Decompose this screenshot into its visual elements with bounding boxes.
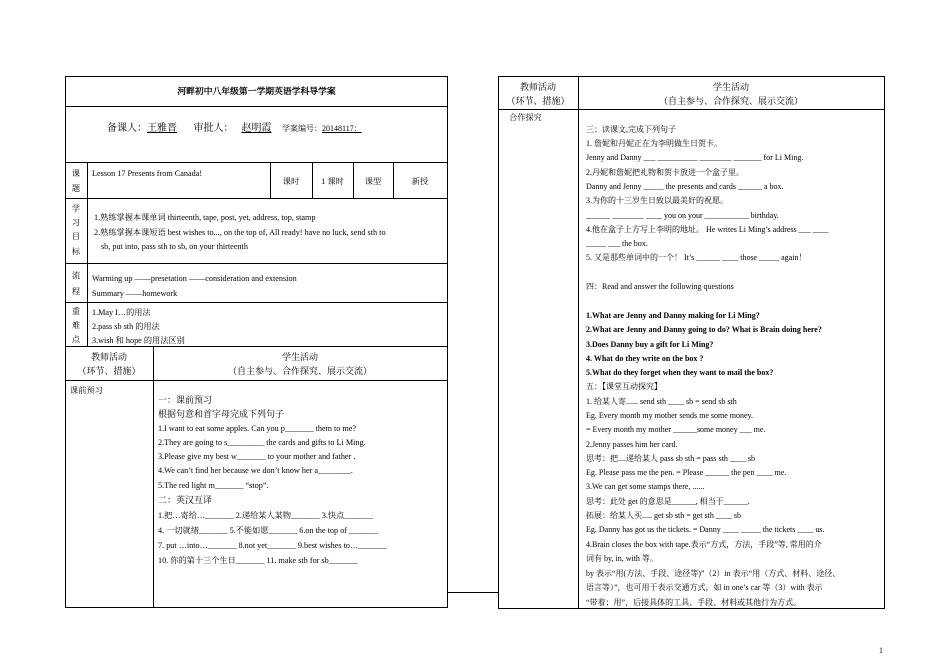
page-title: 河畔初中八年级第一学期英语学科导学案 (177, 86, 336, 96)
exercise-line: 三：读课文,完成下列句子 (586, 125, 676, 134)
key-label-3: 点 (71, 335, 81, 344)
type-label: 课型 (364, 177, 382, 186)
r-student-head-1: 学生活动 (712, 82, 749, 92)
goal-line-2: 2.熟练掌握本课短语 best wishes to..., on the top of, All ready! have no luck, send sth to (94, 228, 386, 237)
key-line-1: 1.May I…的用法 (92, 308, 151, 317)
question-line: 5.What do they forget when they want to mail the box? (586, 368, 774, 377)
content-line: 4. 一切就绪_______ 5.不能如愿_______ 6.on the top of _______ (158, 526, 378, 535)
question-line: 2.What are Jenny and Danny going to do? What is Brain doing here? (586, 325, 822, 334)
exercise-line: 2.Jenny passes him her card. (586, 440, 678, 449)
topic-label-1: 课 (71, 169, 81, 178)
exercise-line: 3.We can get some stamps there, ...... (586, 482, 705, 491)
key-line-3: 3.wish 和 hope 的用法区别 (92, 336, 185, 345)
content-line: 二：英汉互译 (158, 495, 213, 505)
stage-coop: 合作探究 (509, 113, 542, 122)
exercise-line: 词有 by, in, with 等。 (586, 554, 658, 563)
prep-name: 王雅晋 (147, 123, 177, 134)
r-teacher-head-1: 教师活动 (519, 82, 556, 92)
exercise-line: Eg. Every month my mother sends me some money. (586, 411, 754, 420)
question-line: 4. What do they write on the box ? (586, 354, 704, 363)
exercise-line: by 表示“用(方法、手段、途径等)”（2）in 表示“用（方式、材料、途径、 (586, 569, 841, 578)
content-line: 2.They are going to s_________ the cards and gifts to Li Ming. (158, 438, 366, 447)
content-line: 根据句意和首字母完成下列句子 (158, 409, 285, 419)
content-line: 3.Please give my best w_______ to your mother and father . (158, 452, 356, 461)
approve-label: 审批人： (193, 123, 234, 134)
key-label-1: 重 (71, 307, 81, 316)
exercise-line: Eg. Danny has got us the tickets. = Danny ____ _____ the tickets ____ us. (586, 525, 825, 534)
exercise-line: 五：【课堂互动探究】 (586, 382, 662, 391)
flow-label-2: 程 (71, 287, 81, 296)
teacher-head-1: 教师活动 (90, 352, 127, 362)
exercise-line: ______ ________ ____ you on your ___________ birthday. (586, 211, 779, 220)
goal-label-3: 目 (71, 232, 81, 241)
question-line: 1.What are Jenny and Danny making for Li Ming? (586, 311, 760, 320)
flow-line-1: Warming up ——presetation ——consideration and extension (92, 274, 297, 283)
content-line: 7. put …into…_______ 8.not yet_______ 9.best wishes to…_______ (158, 541, 387, 550)
code-label: 学案编号： (282, 124, 322, 133)
flow-line-2: Summary ——homework (92, 289, 178, 298)
exercise-line: Eg. Please pass me the pen. = Please ______ the pen ____ me. (586, 468, 787, 477)
goal-label-4: 标 (71, 247, 81, 256)
exercise-line: 思考：此处 get 的意思是______, 相当于______. (586, 497, 750, 506)
student-head-2: （自主参与、合作探究、展示交流） (227, 366, 372, 376)
flow-label-1: 流 (71, 271, 81, 280)
goal-line-3: sb, put into, pass sth to sb, on your thirteenth (101, 242, 248, 251)
question-line: 3.Does Danny buy a gift for Li Ming? (586, 340, 714, 349)
exercise-line: Jenny and Danny ___ __________ ________ _______ for Li Ming. (586, 153, 804, 162)
exercise-line: = Every month my mother ______some money ___ me. (586, 425, 766, 434)
exercise-line: 拓展：给某人买..... get sb sth = get sth ____ sb (586, 511, 741, 520)
hours-label: 课时 (282, 177, 300, 186)
content-line: 4.We can’t find her because we don’t know her a________. (158, 466, 353, 475)
r-teacher-head-2: （环节、措施） (506, 96, 570, 106)
content-line: 10. 你的第十三个生日_______ 11. make sth for sb_______ (158, 556, 358, 565)
exercise-line: 4.Brain closes the box with tape.表示“方式，方法，手段”等, 常用的介 (586, 540, 822, 549)
key-line-2: 2.pass sb sth 的用法 (92, 322, 160, 331)
goal-label-1: 学 (71, 204, 81, 213)
prep-label: 备课人： (107, 123, 147, 134)
exercise-line: 3.为你的十三岁生日致以最美好的祝愿。 (586, 196, 728, 205)
student-head-1: 学生活动 (281, 352, 318, 362)
goal-line-1: 1.熟练掌握本课单词 thirteenth, tape, post, yet, address, top, stamp (94, 213, 316, 222)
topic-label-2: 题 (71, 184, 81, 193)
exercise-line: 1. 詹妮和丹妮正在为李明做生日贺卡。 (586, 139, 722, 148)
page-number: 1 (879, 646, 883, 655)
exercise-line: 2.丹妮和詹妮把礼物和贺卡放进一个盒子里。 (586, 168, 744, 177)
teacher-head-2: （环节、措施） (77, 366, 141, 376)
key-label-2: 难 (71, 321, 81, 330)
content-line: 5.The red light m_______ “stop”. (158, 481, 269, 490)
code-value: 20148117： (322, 124, 362, 133)
content-line: 1.把…寄给…_______ 2.递给某人某物_______ 3.快点_______ (158, 511, 373, 520)
stage-prestudy: 课前预习 (70, 386, 103, 395)
content-line: 一：课前预习 (158, 395, 213, 405)
topic-value: Lesson 17 Presents from Canada! (92, 169, 203, 178)
exercise-line: 思考：把....递给某人 pass sb sth = pass sth ____ sb (586, 454, 755, 463)
approve-name: 赵明霞 (241, 123, 272, 134)
type-value: 新授 (411, 177, 429, 186)
r-student-head-2: （自主参与、合作探究、展示交流） (658, 96, 803, 106)
hours-value: 1 课时 (321, 177, 344, 186)
goal-label-2: 习 (71, 218, 81, 227)
exercise-line: 5. 又是那些单词中的一个！ It’s ______ ____ those _____ again！ (586, 253, 807, 262)
exercise-line: 四：Read and answer the following questions (586, 282, 734, 291)
prep-row (107, 123, 362, 135)
content-line: 1.I want to eat some apples. Can you p_______ them to me? (158, 424, 357, 433)
exercise-line: Danny and Jenny _____ the presents and cards ______ a box. (586, 182, 784, 191)
exercise-line: 4.他在盒子上方写上李明的地址。 He writes Li Ming’s address ___ ____ (586, 225, 829, 234)
exercise-line: _____ ___ the box. (586, 239, 648, 248)
exercise-line: “带着；用”，后接具体的工具、手段、材料或其他行为方式。 (586, 598, 802, 607)
exercise-line: 1. 给某人寄...... send sth ____ sb = send sb sth (586, 397, 737, 406)
exercise-line: 语言等）”，也可用于表示交通方式，如 in one’s car 等（3）with 表示 (586, 583, 823, 592)
